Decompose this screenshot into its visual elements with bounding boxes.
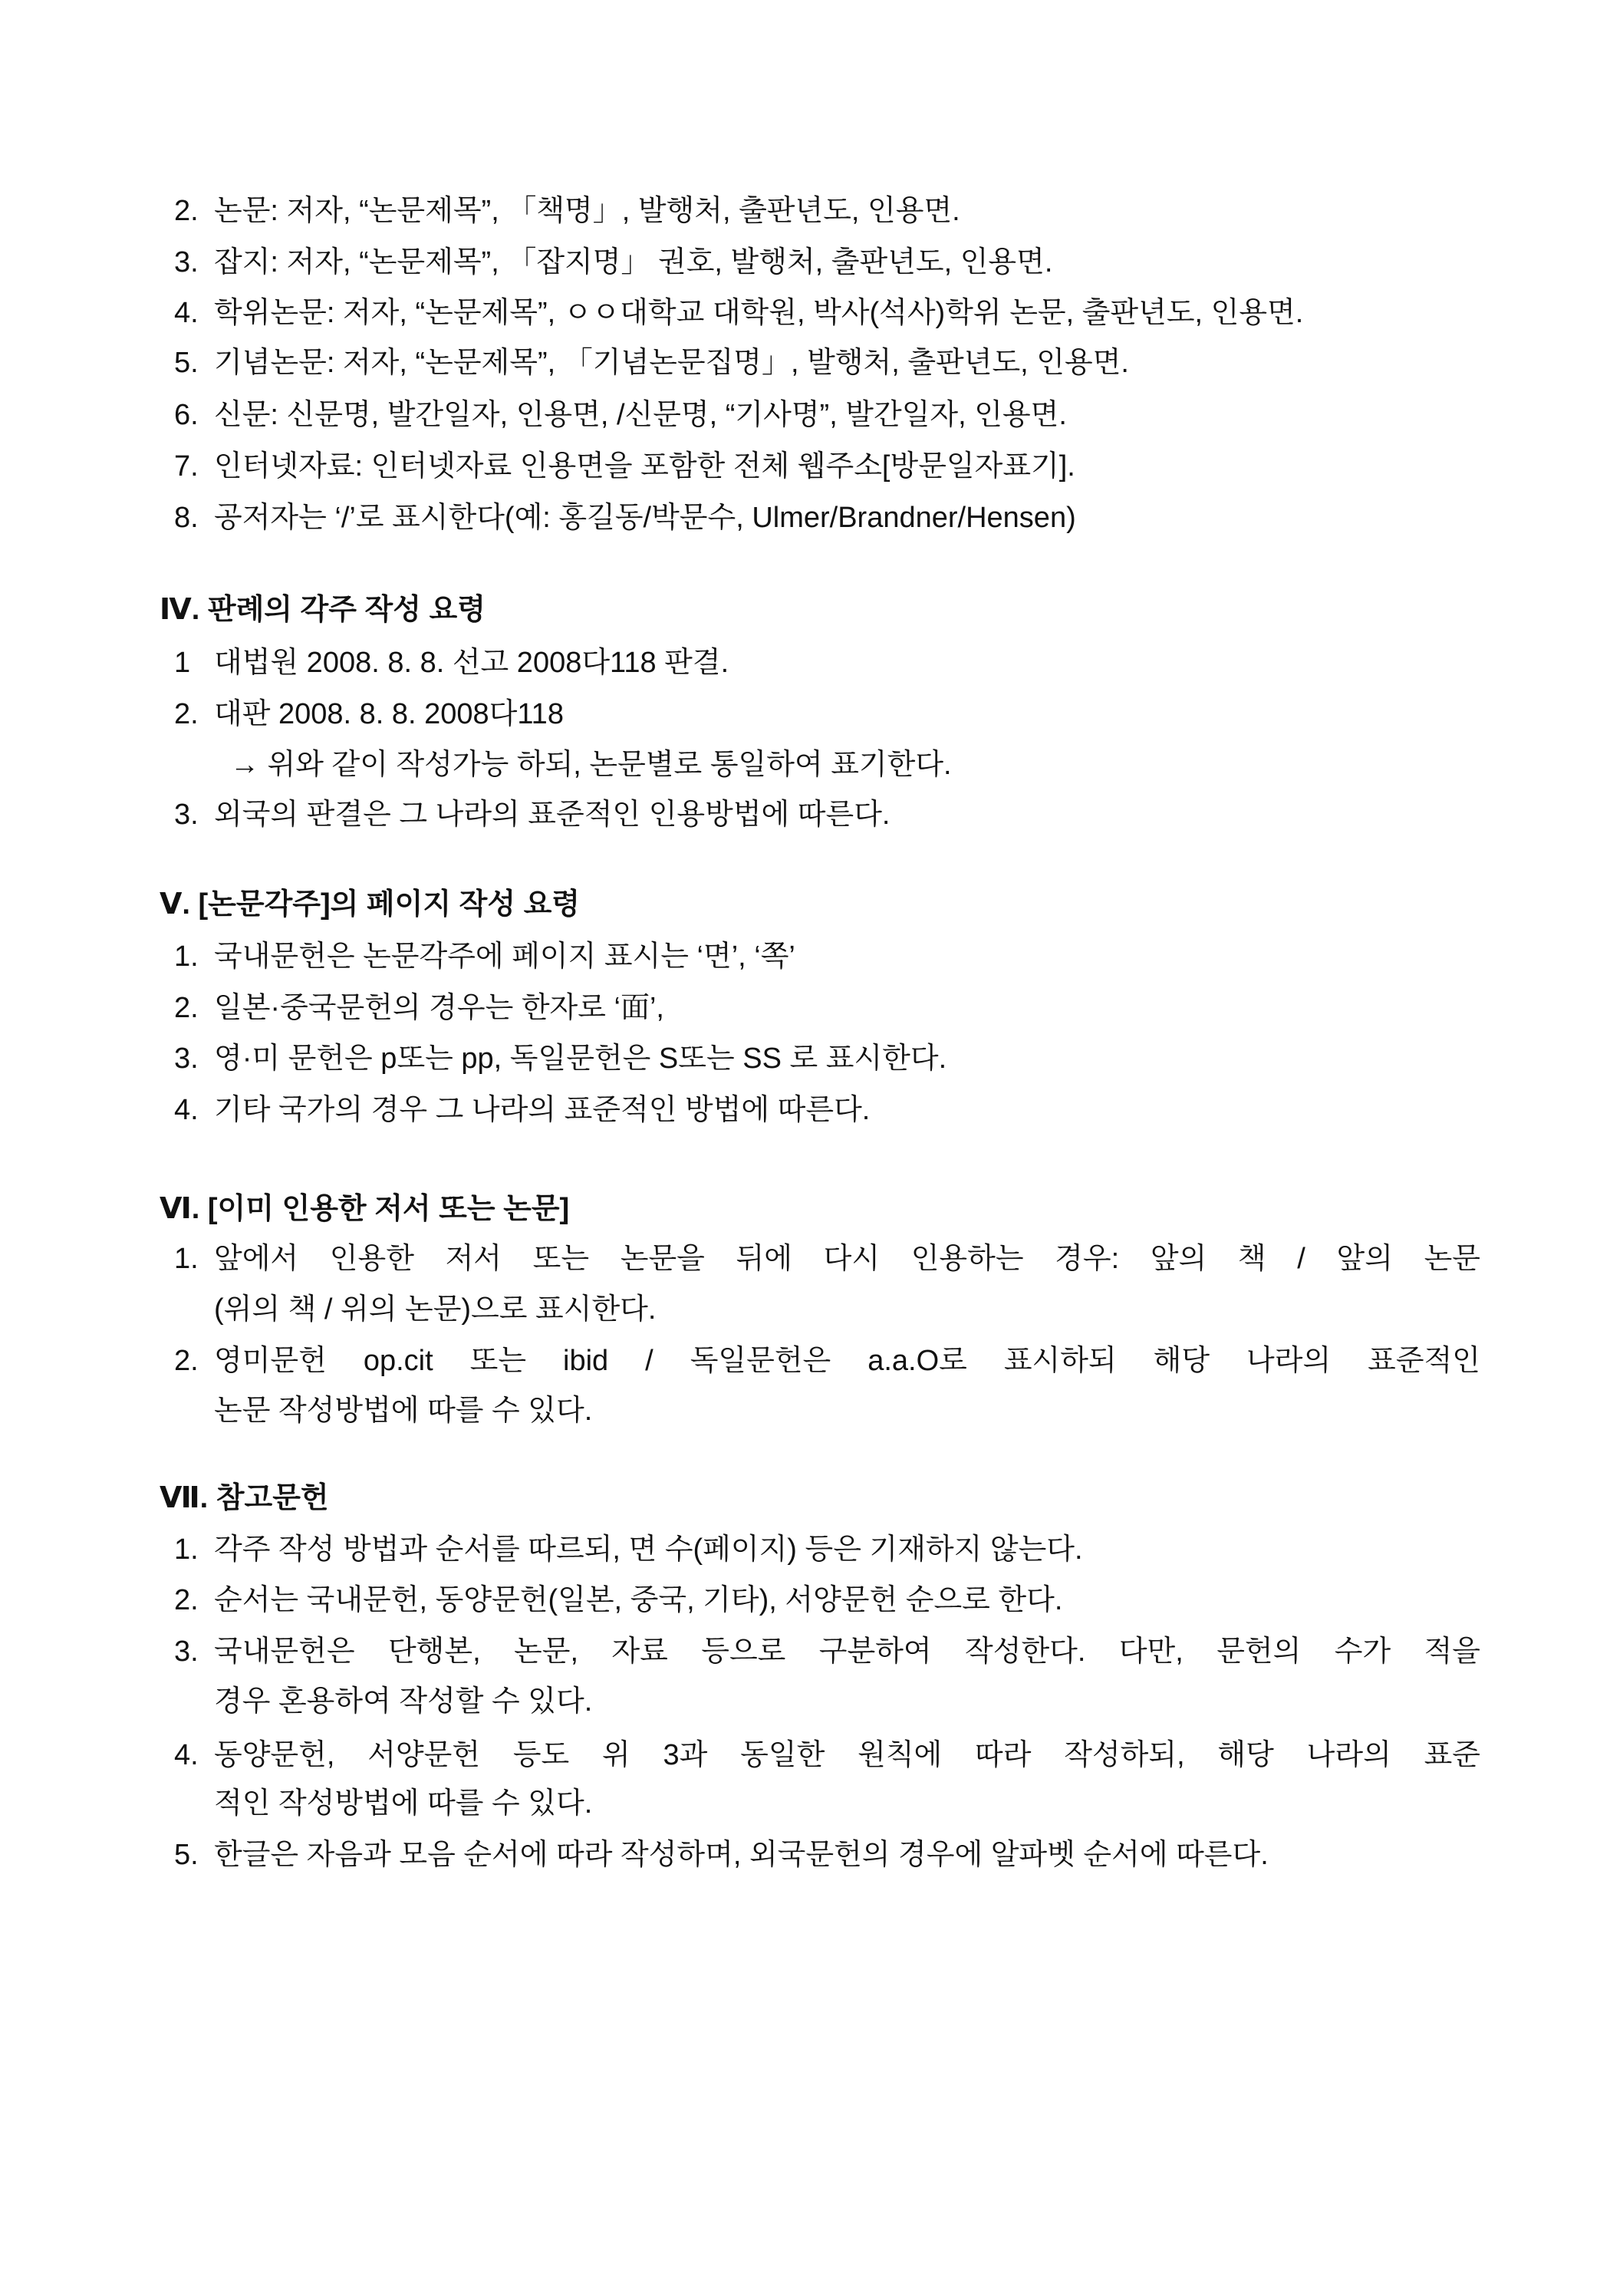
list-item-number: 2.: [174, 195, 199, 227]
list-item-text: 대법원 2008. 8. 8. 선고 2008다118 판결.: [214, 647, 729, 679]
list-item-continuation: 적인 작성방법에 따를 수 있다.: [214, 1787, 593, 1820]
section-heading: Ⅴ. [논문각주]의 페이지 작성 요령: [160, 888, 581, 921]
list-item-number: 1: [174, 647, 191, 679]
list-item-number: 3.: [174, 799, 199, 831]
list-item-number: 2.: [174, 1345, 199, 1377]
list-item-text: 기념논문: 저자, “논문제목”, 「기념논문집명」, 발행처, 출판년도, 인용면.: [214, 347, 1129, 379]
list-item-text: 한글은 자음과 모음 순서에 따라 작성하며, 외국문헌의 경우에 알파벳 순서에 따른다.: [214, 1839, 1269, 1871]
list-item-text: 국내문헌은 단행본, 논문, 자료 등으로 구분하여 작성한다. 다만, 문헌의 수가 적을: [214, 1636, 1480, 1668]
list-item-text: 국내문헌은 논문각주에 페이지 표시는 ‘면’, ‘쪽’: [214, 940, 795, 973]
list-item-number: 4.: [174, 297, 199, 329]
list-item-continuation: 논문 작성방법에 따를 수 있다.: [214, 1395, 593, 1427]
list-item-text: 논문: 저자, “논문제목”, 「책명」, 발행처, 출판년도, 인용면.: [214, 195, 960, 227]
list-item-number: 6.: [174, 399, 199, 431]
list-item-text: 잡지: 저자, “논문제목”, 「잡지명」 권호, 발행처, 출판년도, 인용면.: [214, 246, 1053, 278]
section-heading: Ⅵ. [이미 인용한 저서 또는 논문]: [160, 1193, 570, 1225]
list-item-number: 2.: [174, 992, 199, 1024]
list-item-continuation: 경우 혼용하여 작성할 수 있다.: [214, 1685, 593, 1718]
list-item-number: 7.: [174, 450, 199, 483]
list-item-text: 영미문헌 op.cit 또는 ibid / 독일문헌은 a.a.O로 표시하되 해당 나라의 표준적인: [214, 1345, 1480, 1377]
list-item-text: 기타 국가의 경우 그 나라의 표준적인 방법에 따른다.: [214, 1094, 871, 1126]
list-item-number: 1.: [174, 1533, 199, 1566]
list-item-text: 공저자는 ‘/’로 표시한다(예: 홍길동/박문수, Ulmer/Brandner/Hensen): [214, 502, 1076, 534]
list-item-text: 순서는 국내문헌, 동양문헌(일본, 중국, 기타), 서양문헌 순으로 한다.: [214, 1584, 1063, 1616]
list-item-number: 2.: [174, 1584, 199, 1616]
list-item-text: 신문: 신문명, 발간일자, 인용면, /신문명, “기사명”, 발간일자, 인용면.: [214, 399, 1067, 431]
list-item-text: 앞에서 인용한 저서 또는 논문을 뒤에 다시 인용하는 경우: 앞의 책 / 앞의 논문: [214, 1243, 1480, 1275]
list-item-number: 3.: [174, 1636, 199, 1668]
list-item-text: 대판 2008. 8. 8. 2008다118: [214, 698, 564, 730]
list-item-text: 영·미 문헌은 p또는 pp, 독일문헌은 S또는 SS 로 표시한다.: [214, 1043, 947, 1075]
list-item-text: 학위논문: 저자, “논문제목”, ㅇㅇ대학교 대학원, 박사(석사)학위 논문, 출판년도, 인용면.: [214, 297, 1304, 329]
list-item-number: 1.: [174, 1243, 199, 1275]
list-item-continuation: (위의 책 / 위의 논문)으로 표시한다.: [214, 1293, 657, 1326]
list-item-number: 3.: [174, 246, 199, 278]
list-item-number: 5.: [174, 1839, 199, 1871]
list-item-number: 4.: [174, 1094, 199, 1126]
list-item-text: 각주 작성 방법과 순서를 따르되, 면 수(페이지) 등은 기재하지 않는다.: [214, 1533, 1083, 1566]
list-item-number: 2.: [174, 698, 199, 730]
list-item-number: 8.: [174, 502, 199, 534]
list-item-number: 3.: [174, 1043, 199, 1075]
section-heading: Ⅶ. 참고문헌: [160, 1482, 329, 1514]
list-item-text: 외국의 판결은 그 나라의 표준적인 인용방법에 따른다.: [214, 799, 891, 831]
list-item-number: 1.: [174, 940, 199, 973]
list-item-text: 인터넷자료: 인터넷자료 인용면을 포함한 전체 웹주소[방문일자표기].: [214, 450, 1075, 483]
list-item-text: 동양문헌, 서양문헌 등도 위 3과 동일한 원칙에 따라 작성하되, 해당 나라의 표준: [214, 1739, 1480, 1771]
list-item-text: 일본·중국문헌의 경우는 한자로 ‘面’,: [214, 992, 664, 1024]
list-item-note: → 위와 같이 작성가능 하되, 논문별로 통일하여 표기한다.: [230, 749, 952, 781]
section-heading: Ⅳ. 판례의 각주 작성 요령: [160, 594, 486, 626]
list-item-number: 5.: [174, 347, 199, 379]
list-item-number: 4.: [174, 1739, 199, 1771]
